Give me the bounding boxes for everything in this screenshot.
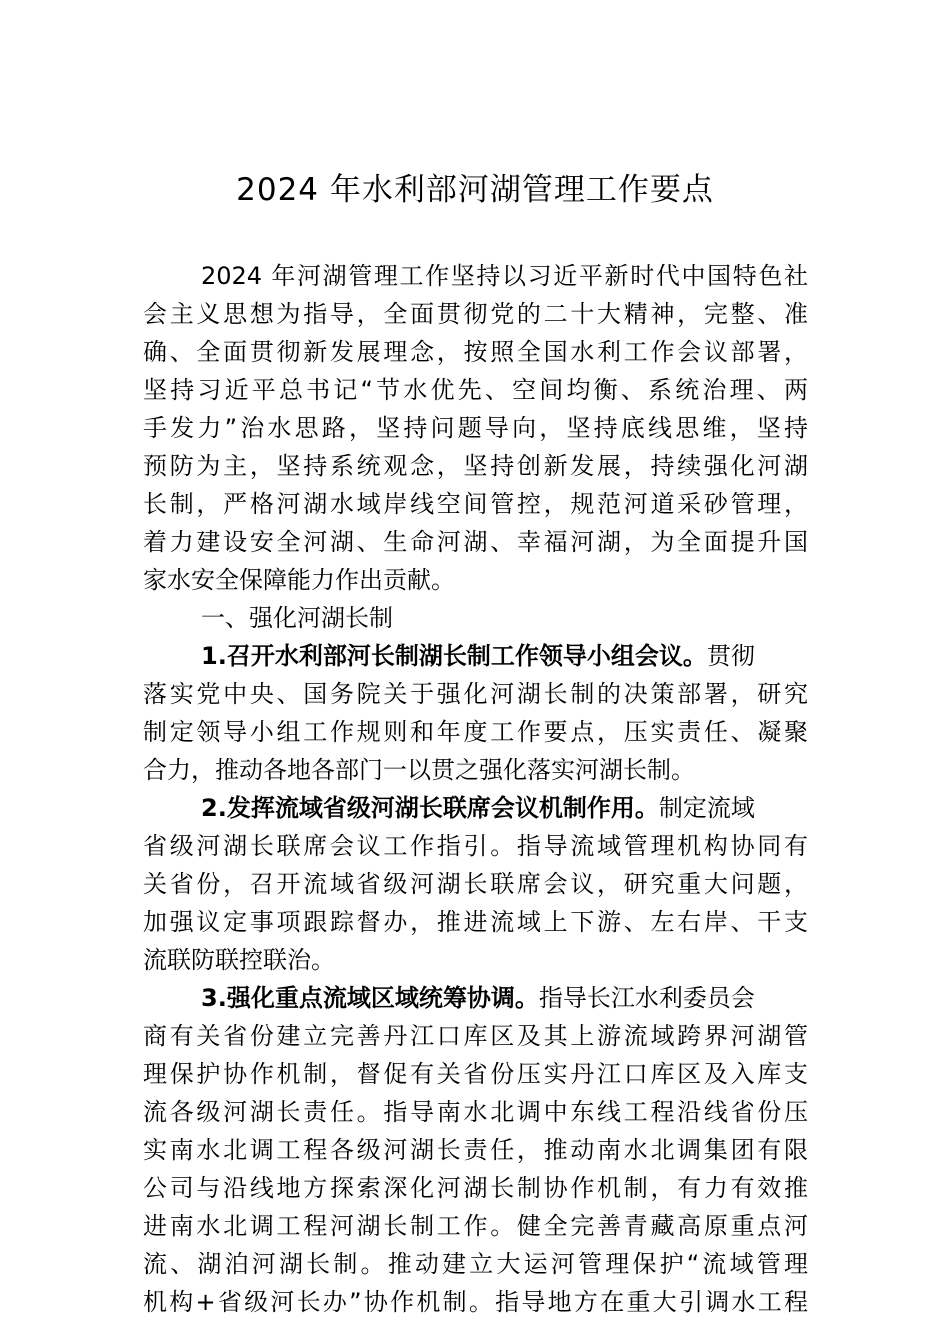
intro-line: 预防为主，坚持系统观念，坚持创新发展，持续强化河湖 — [143, 452, 808, 480]
item-line: 流、湖泊河湖长制。推动建立大运河管理保护“流域管理 — [143, 1250, 808, 1278]
item-text: 指导长江水利委员会 — [538, 984, 755, 1012]
intro-line: 手发力”治水思路，坚持问题导向，坚持底线思维，坚持 — [143, 414, 808, 442]
item-line: 合力，推动各地各部门一以贯之强化落实河湖长制。 — [143, 756, 695, 784]
document-title: 2024 年水利部河湖管理工作要点 — [236, 172, 714, 208]
item-line: 流联防联控联治。 — [143, 946, 335, 974]
item-line: 关省份，召开流域省级河湖长联席会议，研究重大问题， — [143, 870, 808, 898]
item-line: 流各级河湖长责任。指导南水北调中东线工程沿线省份压 — [143, 1098, 808, 1126]
item-line: 公司与沿线地方探索深化河湖长制协作机制，有力有效推 — [143, 1174, 808, 1202]
intro-line: 家水安全保障能力作出贡献。 — [143, 566, 455, 594]
item-line: 加强议定事项跟踪督办，推进流域上下游、左右岸、干支 — [143, 908, 808, 936]
item-line: 商有关省份建立完善丹江口库区及其上游流域跨界河湖管 — [143, 1022, 808, 1050]
item-first-line — [143, 979, 808, 1017]
item-text: 贯彻 — [706, 642, 755, 670]
intro-line: 2024 年河湖管理工作坚持以习近平新时代中国特色社 — [201, 262, 808, 290]
intro-line: 着力建设安全河湖、生命河湖、幸福河湖，为全面提升国 — [143, 528, 808, 556]
intro-line: 确、全面贯彻新发展理念，按照全国水利工作会议部署， — [143, 338, 808, 366]
item-line: 理保护协作机制，督促有关省份压实丹江口库区及入库支 — [143, 1060, 808, 1088]
intro-line: 长制，严格河湖水域岸线空间管控，规范河道采砂管理， — [143, 490, 808, 518]
item-heading: 2.发挥流域省级河湖长联席会议机制作用。 — [201, 794, 659, 822]
section-heading: 一、强化河湖长制 — [201, 604, 393, 632]
item-line: 机构+省级河长办”协作机制。指导地方在重大引调水工程 — [143, 1288, 808, 1316]
item-text: 制定流域 — [658, 794, 755, 822]
item-line: 实南水北调工程各级河湖长责任，推动南水北调集团有限 — [143, 1136, 808, 1164]
item-line: 落实党中央、国务院关于强化河湖长制的决策部署，研究 — [143, 680, 808, 708]
item-first-line — [143, 637, 808, 675]
intro-line: 会主义思想为指导，全面贯彻党的二十大精神，完整、准 — [143, 300, 808, 328]
item-heading: 1.召开水利部河长制湖长制工作领导小组会议。 — [201, 642, 707, 670]
document-body — [143, 257, 808, 1321]
item-line: 省级河湖长联席会议工作指引。指导流域管理机构协同有 — [143, 832, 808, 860]
item-line: 制定领导小组工作规则和年度工作要点，压实责任、凝聚 — [143, 718, 808, 746]
item-heading: 3.强化重点流域区域统筹协调。 — [201, 984, 539, 1012]
item-first-line — [143, 789, 808, 827]
intro-line: 坚持习近平总书记“节水优先、空间均衡、系统治理、两 — [143, 376, 808, 404]
item-line: 进南水北调工程河湖长制工作。健全完善青藏高原重点河 — [143, 1212, 808, 1240]
